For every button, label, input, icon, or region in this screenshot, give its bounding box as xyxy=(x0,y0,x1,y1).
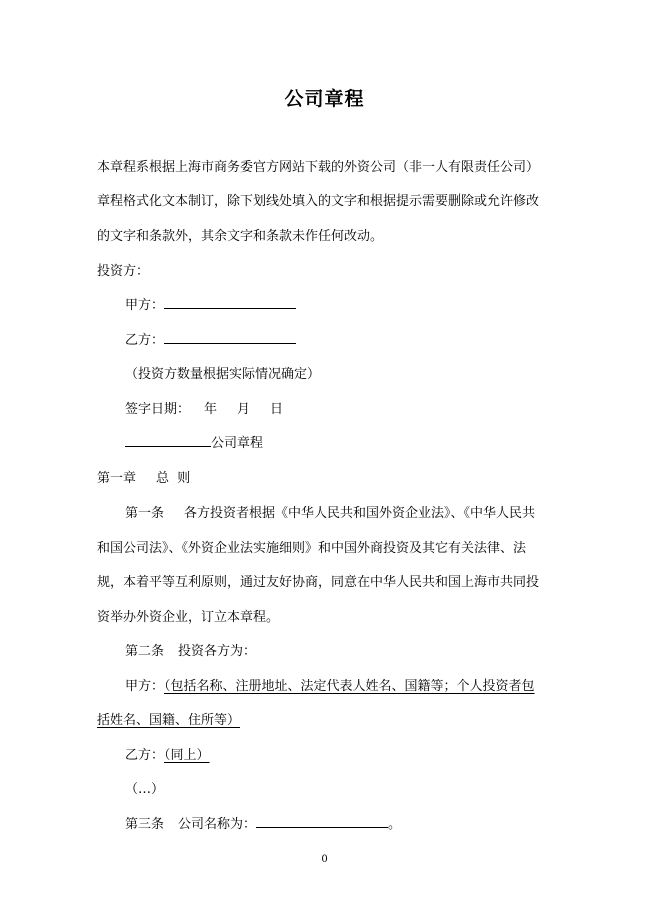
investor-note: （投资方数量根据实际情况确定） xyxy=(125,367,321,382)
charter-suffix: 公司章程 xyxy=(211,436,264,451)
signing-day: 日 xyxy=(270,402,284,417)
article-1-line-1 xyxy=(125,502,535,521)
signing-month: 月 xyxy=(237,402,251,417)
party-b-label: 乙方： xyxy=(125,333,165,348)
article-1-line-2: 和国公司法》、《外资企业法实施细则》和中国外商投资及其它有关法律、法 xyxy=(97,541,527,556)
article-2-party-a-line-1: （包括名称、注册地址、法定代表人姓名、国籍等；个人投资者包 xyxy=(164,679,535,694)
party-b-row xyxy=(125,329,296,348)
article-2-party-b-value: （同上） xyxy=(164,748,210,763)
article-2-party-b-label: 乙方： xyxy=(125,748,165,763)
intro-line-2: 章程格式化文本制订，除下划线处填入的文字和根据提示需要删除或允许修改 xyxy=(97,194,540,209)
article-2-party-a-row-2 xyxy=(97,709,240,728)
signing-date-label: 签字日期： xyxy=(125,402,191,417)
article-2-ellipsis: （…） xyxy=(125,782,165,797)
article-3-end: 。 xyxy=(388,817,402,832)
party-b-blank xyxy=(164,329,296,344)
chapter-1-heading xyxy=(97,467,190,486)
party-a-row xyxy=(125,294,296,313)
article-1-number: 第一条 xyxy=(125,506,165,521)
signing-year: 年 xyxy=(204,402,218,417)
article-1-line-3: 规，本着平等互利原则，通过友好协商，同意在中华人民共和国上海市共同投 xyxy=(97,575,540,590)
page-number: 0 xyxy=(321,854,328,865)
article-2-number: 第二条 xyxy=(125,644,165,659)
article-1-line-4: 资举办外资企业，订立本章程。 xyxy=(97,610,280,625)
article-2-row xyxy=(125,640,256,659)
article-2-party-a-line-2: 括姓名、国籍、住所等） xyxy=(97,713,241,728)
charter-title-row xyxy=(125,432,263,451)
article-2-text: 投资各方为： xyxy=(178,644,257,659)
article-2-party-a-label: 甲方： xyxy=(125,679,165,694)
chapter-1-name: 总 则 xyxy=(156,471,191,486)
company-name-blank xyxy=(125,432,211,447)
article-3-text: 公司名称为： xyxy=(178,817,257,832)
article-2-party-a-row xyxy=(125,675,535,694)
investors-heading: 投资方： xyxy=(97,264,150,279)
party-a-label: 甲方： xyxy=(125,298,165,313)
article-3-number: 第三条 xyxy=(125,817,165,832)
chapter-1-number: 第一章 xyxy=(97,471,137,486)
article-1-text-1: 各方投资者根据《中华人民共和国外资企业法》、《中华人民共 xyxy=(184,506,536,521)
signing-date-row xyxy=(125,398,283,417)
intro-line-3: 的文字和条款外，其余文字和条款未作任何改动。 xyxy=(97,229,384,244)
page-title: 公司章程 xyxy=(284,88,365,110)
intro-line-1: 本章程系根据上海市商务委官方网站下载的外资公司（非一人有限责任公司） xyxy=(97,160,540,175)
article-3-row xyxy=(125,813,401,832)
party-a-blank xyxy=(164,294,296,309)
article-3-company-name-blank xyxy=(256,813,388,828)
article-2-party-b-row xyxy=(125,744,210,763)
